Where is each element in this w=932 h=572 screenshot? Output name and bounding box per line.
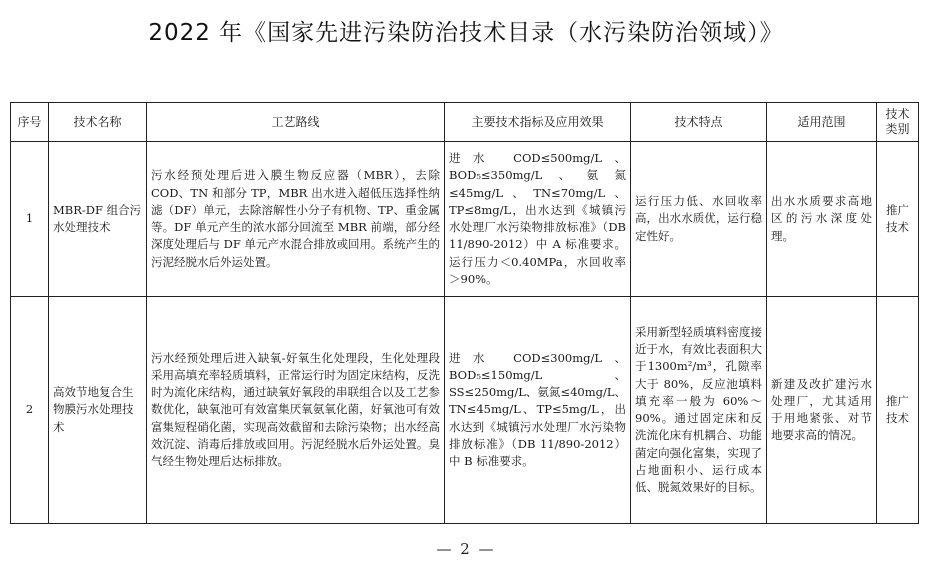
header-indicators: 主要技术指标及应用效果 bbox=[445, 103, 631, 142]
header-process: 工艺路线 bbox=[147, 103, 445, 142]
cell-process: 污水经预处理后进入膜生物反应器（MBR），去除 COD、TN 和部分 TP，MBR 出水进入超低压选择性纳滤（DF）单元，去除溶解性小分子有机物、TP、重金属等。DF 单元产生的浓水部分回流至 MBR 前端，部分经深度处理后与 DF 单元产水混合排放或回用。系统产生的污泥经脱水后外运处置。 bbox=[147, 142, 445, 297]
cell-process: 污水经预处理后进入缺氧-好氧生化处理段，生化处理段采用高填充率轻质填料，正常运行时为固定床结构，反洗时为流化床结构，通过缺氧好氧段的串联组合以及工艺参数优化，缺氧池可有效富集厌氧氨氧化菌，好氧池可有效富集短程硝化菌，实现高效截留和去除污染物；出水经高效沉淀、消毒后排放或回用。污泥经脱水后外运处置。臭气经生物处理后达标排放。 bbox=[147, 297, 445, 524]
cell-category: 推广技术 bbox=[877, 142, 919, 297]
header-name: 技术名称 bbox=[49, 103, 147, 142]
cell-name: MBR-DF 组合污水处理技术 bbox=[49, 142, 147, 297]
cell-indicators: 进水 COD≤300mg/L、BOD₅≤150mg/L、SS≤250mg/L、氨氮≤40mg/L、TN≤45mg/L、TP≤5mg/L，出水达到《城镇污水处理厂水污染物排放标准》（DB 11/890-2012）中 B 标准要求。 bbox=[445, 297, 631, 524]
page-number: — 2 — bbox=[436, 540, 496, 558]
page-title: 2022 年《国家先进污染防治技术目录（水污染防治领域）》 bbox=[148, 20, 784, 46]
cell-seq: 1 bbox=[11, 142, 49, 297]
table-row bbox=[11, 142, 919, 297]
header-category: 技术类别 bbox=[877, 103, 919, 142]
cell-indicators: 进水 COD≤500mg/L、BOD₅≤350mg/L、氨氮≤45mg/L、TN≤70mg/L、TP≤8mg/L，出水达到《城镇污水处理厂水污染物排放标准》（DB 11/890-2012）中 A 标准要求。运行压力＜0.40MPa，水回收率＞90%。 bbox=[445, 142, 631, 297]
table-header-row bbox=[11, 103, 919, 142]
technology-table bbox=[10, 102, 919, 524]
cell-name: 高效节地复合生物膜污水处理技术 bbox=[49, 297, 147, 524]
cell-features: 采用新型轻质填料密度接近于水，有效比表面积大于1300m²/m³，孔隙率大于 80%，反应池填料填充率一般为 60%～90%。通过固定床和反洗流化床有机耦合、功能菌定向强化富集，实现了占地面积小、运行成本低、脱氮效果好的目标。 bbox=[631, 297, 767, 524]
header-features: 技术特点 bbox=[631, 103, 767, 142]
header-seq: 序号 bbox=[11, 103, 49, 142]
header-scope: 适用范围 bbox=[767, 103, 877, 142]
cell-scope: 新建及改扩建污水处理厂，尤其适用于用地紧张、对节地要求高的情况。 bbox=[767, 297, 877, 524]
cell-category: 推广技术 bbox=[877, 297, 919, 524]
table-row bbox=[11, 297, 919, 524]
cell-features: 运行压力低、水回收率高，出水水质优，运行稳定性好。 bbox=[631, 142, 767, 297]
cell-seq: 2 bbox=[11, 297, 49, 524]
cell-scope: 出水水质要求高地区的污水深度处理。 bbox=[767, 142, 877, 297]
